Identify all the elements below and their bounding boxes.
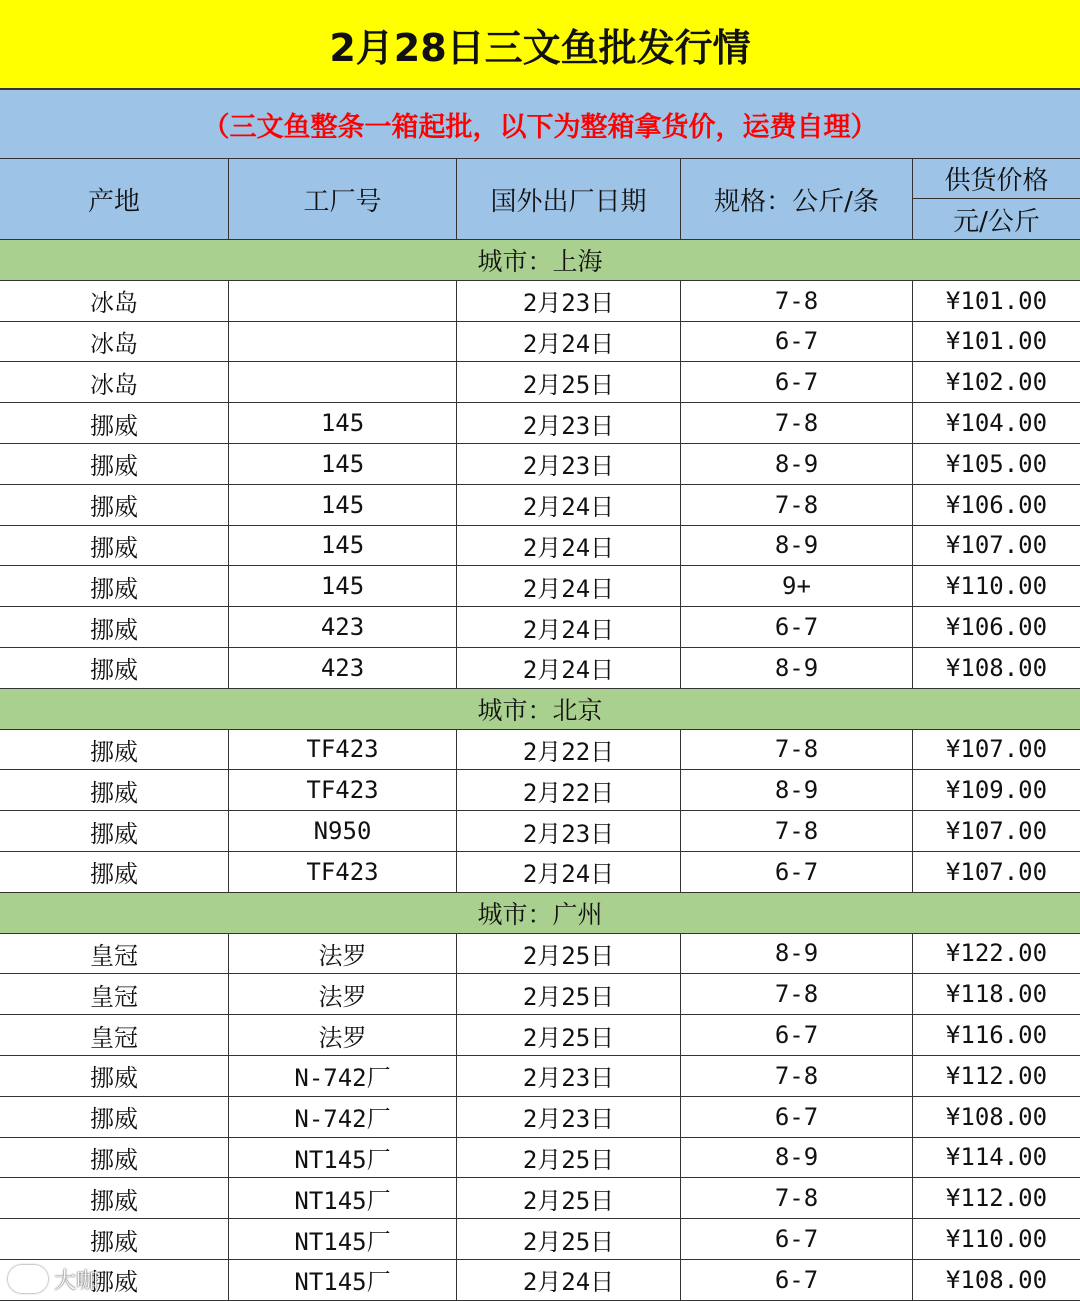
cell-spec: 7-8 <box>681 811 913 851</box>
cell-price: ¥122.00 <box>945 939 1048 968</box>
header-date: 国外出厂日期 <box>457 159 681 240</box>
cell-date: 2月25日 <box>457 1138 681 1178</box>
cell-origin: 挪威 <box>0 566 229 606</box>
cell-price: ¥105.00 <box>945 449 1048 478</box>
table-row <box>0 1178 1080 1219</box>
cell-factory: N-742厂 <box>229 1097 457 1137</box>
cell-spec: 6-7 <box>681 607 913 647</box>
cell-spec: 8-9 <box>681 934 913 974</box>
cell-spec: 6-7 <box>681 1219 913 1259</box>
cell-date: 2月23日 <box>457 281 681 321</box>
header-factory: 工厂号 <box>229 159 457 240</box>
table-row <box>0 444 1080 485</box>
cell-origin: 挪威 <box>0 648 229 688</box>
page-title: 2月28日三文鱼批发行情 <box>0 0 1080 90</box>
cell-price: ¥116.00 <box>945 1021 1048 1050</box>
cell-origin: 皇冠 <box>0 974 229 1014</box>
cell-spec: 8-9 <box>681 648 913 688</box>
cell-price: ¥118.00 <box>945 980 1048 1009</box>
table-row <box>0 730 1080 771</box>
cell-date: 2月25日 <box>457 1178 681 1218</box>
cell-origin: 冰岛 <box>0 281 229 321</box>
cell-factory: NT145厂 <box>229 1178 457 1218</box>
cell-price: ¥107.00 <box>945 857 1048 886</box>
cell-price: ¥106.00 <box>945 490 1048 519</box>
city-section-header: 城市：上海 <box>0 240 1080 281</box>
table-row <box>0 1219 1080 1260</box>
cell-factory: 145 <box>229 485 457 525</box>
cell-origin: 挪威 <box>0 811 229 851</box>
cell-factory: TF423 <box>229 852 457 892</box>
cell-price: ¥107.00 <box>945 735 1048 764</box>
table-body <box>0 240 1080 1301</box>
cell-price: ¥109.00 <box>945 776 1048 805</box>
table-row <box>0 485 1080 526</box>
cell-origin: 挪威 <box>0 1260 229 1300</box>
table-row <box>0 852 1080 893</box>
table-row <box>0 1260 1080 1301</box>
cell-origin: 皇冠 <box>0 934 229 974</box>
cell-origin: 挪威 <box>0 403 229 443</box>
cell-origin: 挪威 <box>0 1056 229 1096</box>
table-row <box>0 1097 1080 1138</box>
cell-spec: 7-8 <box>681 730 913 770</box>
header-price-label: 供货价格 <box>913 159 1080 199</box>
cell-factory: 423 <box>229 648 457 688</box>
cell-date: 2月24日 <box>457 526 681 566</box>
cell-origin: 挪威 <box>0 607 229 647</box>
cell-factory: 423 <box>229 607 457 647</box>
cell-date: 2月23日 <box>457 811 681 851</box>
subtitle-note: （三文鱼整条一箱起批，以下为整箱拿货价，运费自理） <box>0 90 1080 159</box>
cell-price: ¥102.00 <box>945 368 1048 397</box>
cell-date: 2月24日 <box>457 322 681 362</box>
cell-date: 2月24日 <box>457 1260 681 1300</box>
cell-price: ¥106.00 <box>945 613 1048 642</box>
cell-origin: 挪威 <box>0 485 229 525</box>
cell-origin: 挪威 <box>0 1097 229 1137</box>
cell-date: 2月25日 <box>457 934 681 974</box>
cell-date: 2月23日 <box>457 1056 681 1096</box>
cell-date: 2月22日 <box>457 730 681 770</box>
cell-date: 2月22日 <box>457 770 681 810</box>
cell-factory: NT145厂 <box>229 1260 457 1300</box>
cell-factory: 145 <box>229 403 457 443</box>
cell-price: ¥108.00 <box>945 1265 1048 1294</box>
cell-factory: 145 <box>229 526 457 566</box>
cell-spec: 7-8 <box>681 1056 913 1096</box>
watermark <box>8 1262 98 1296</box>
cell-spec: 6-7 <box>681 1097 913 1137</box>
cell-price: ¥110.00 <box>945 1225 1048 1254</box>
cell-factory: TF423 <box>229 730 457 770</box>
cell-date: 2月23日 <box>457 403 681 443</box>
cell-factory: 法罗 <box>229 1015 457 1055</box>
cell-factory: 145 <box>229 566 457 606</box>
cell-spec: 8-9 <box>681 770 913 810</box>
table-row <box>0 770 1080 811</box>
cell-price: ¥104.00 <box>945 409 1048 438</box>
cell-date: 2月24日 <box>457 852 681 892</box>
cell-factory <box>229 362 457 402</box>
city-section-header: 城市：北京 <box>0 689 1080 730</box>
header-origin: 产地 <box>0 159 229 240</box>
header-spec: 规格：公斤/条 <box>681 159 913 240</box>
cell-factory: N950 <box>229 811 457 851</box>
table-row <box>0 362 1080 403</box>
cell-spec: 6-7 <box>681 1015 913 1055</box>
cell-factory: TF423 <box>229 770 457 810</box>
cell-spec: 7-8 <box>681 1178 913 1218</box>
cell-price: ¥108.00 <box>945 653 1048 682</box>
cell-date: 2月25日 <box>457 1015 681 1055</box>
cell-factory: N-742厂 <box>229 1056 457 1096</box>
table-row <box>0 607 1080 648</box>
cell-origin: 冰岛 <box>0 322 229 362</box>
cell-price: ¥107.00 <box>945 817 1048 846</box>
cell-date: 2月24日 <box>457 566 681 606</box>
table-row <box>0 526 1080 567</box>
cell-price: ¥112.00 <box>945 1184 1048 1213</box>
cell-date: 2月24日 <box>457 648 681 688</box>
cell-spec: 7-8 <box>681 974 913 1014</box>
cell-spec: 7-8 <box>681 403 913 443</box>
cell-origin: 挪威 <box>0 1178 229 1218</box>
cell-date: 2月23日 <box>457 1097 681 1137</box>
header-price <box>913 159 1080 240</box>
table-row <box>0 403 1080 444</box>
table-row <box>0 1015 1080 1056</box>
table-row <box>0 811 1080 852</box>
table-row <box>0 1138 1080 1179</box>
cell-origin: 皇冠 <box>0 1015 229 1055</box>
cell-date: 2月25日 <box>457 1219 681 1259</box>
table-row <box>0 1056 1080 1097</box>
cell-factory: 法罗 <box>229 974 457 1014</box>
cell-spec: 8-9 <box>681 526 913 566</box>
cell-origin: 冰岛 <box>0 362 229 402</box>
cell-date: 2月24日 <box>457 485 681 525</box>
cell-spec: 6-7 <box>681 362 913 402</box>
cell-price: ¥107.00 <box>945 531 1048 560</box>
cell-origin: 挪威 <box>0 1219 229 1259</box>
cell-price: ¥112.00 <box>945 1061 1048 1090</box>
cell-spec: 6-7 <box>681 322 913 362</box>
cell-spec: 7-8 <box>681 485 913 525</box>
cell-origin: 挪威 <box>0 852 229 892</box>
cell-price: ¥114.00 <box>945 1143 1048 1172</box>
cell-date: 2月24日 <box>457 607 681 647</box>
cell-date: 2月23日 <box>457 444 681 484</box>
header-price-unit: 元/公斤 <box>953 206 1040 237</box>
cell-spec: 8-9 <box>681 444 913 484</box>
table-row <box>0 281 1080 322</box>
cell-date: 2月25日 <box>457 362 681 402</box>
cell-spec: 6-7 <box>681 1260 913 1300</box>
cell-factory <box>229 322 457 362</box>
table-row <box>0 974 1080 1015</box>
cell-price: ¥110.00 <box>945 572 1048 601</box>
cell-factory: 法罗 <box>229 934 457 974</box>
table-row <box>0 934 1080 975</box>
cell-origin: 挪威 <box>0 1138 229 1178</box>
cell-origin: 挪威 <box>0 770 229 810</box>
table-row <box>0 322 1080 363</box>
cell-price: ¥101.00 <box>945 286 1048 315</box>
cell-origin: 挪威 <box>0 526 229 566</box>
cell-origin: 挪威 <box>0 730 229 770</box>
watermark-logo-icon <box>8 1265 48 1293</box>
watermark-text: 大咖 <box>54 1268 99 1294</box>
cell-origin: 挪威 <box>0 444 229 484</box>
cell-spec: 9+ <box>681 566 913 606</box>
cell-price: ¥108.00 <box>945 1102 1048 1131</box>
city-section-header: 城市：广州 <box>0 893 1080 934</box>
cell-spec: 6-7 <box>681 852 913 892</box>
cell-factory: NT145厂 <box>229 1138 457 1178</box>
cell-factory: 145 <box>229 444 457 484</box>
cell-factory <box>229 281 457 321</box>
cell-spec: 8-9 <box>681 1138 913 1178</box>
table-row <box>0 566 1080 607</box>
cell-factory: NT145厂 <box>229 1219 457 1259</box>
cell-spec: 7-8 <box>681 281 913 321</box>
cell-date: 2月25日 <box>457 974 681 1014</box>
cell-price: ¥101.00 <box>945 327 1048 356</box>
table-row <box>0 648 1080 689</box>
